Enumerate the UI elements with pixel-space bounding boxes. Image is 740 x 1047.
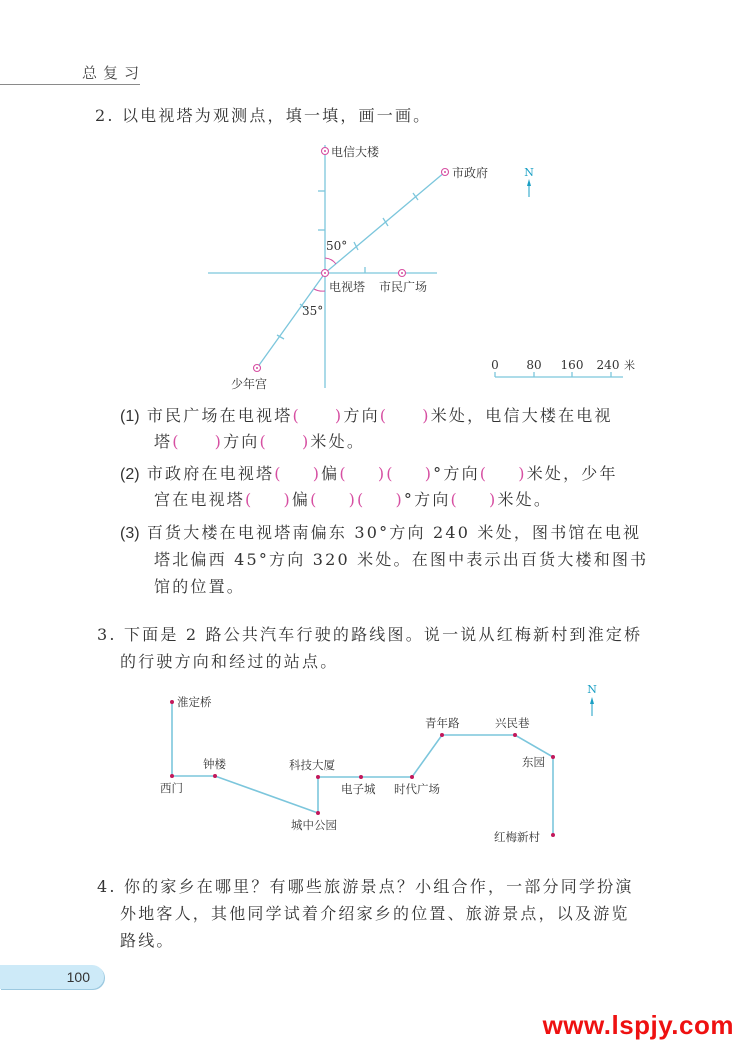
direction-diagram — [0, 0, 740, 400]
section-title: 总复习 — [82, 64, 146, 82]
stop-zhonglou: 钟楼 — [203, 757, 226, 771]
north-label-route: N — [587, 683, 597, 696]
stop-keji-building: 科技大厦 — [289, 758, 335, 772]
q2-sub3-line3: 馆的位置。 — [154, 577, 246, 596]
q2-sub2-line2: 宫在电视塔( )偏( )( )°方向( )米处。 — [154, 490, 553, 509]
stop-chengzhong-park: 城中公园 — [291, 818, 337, 832]
scale-tick-80: 80 — [526, 358, 542, 372]
scale-unit: 米 — [624, 359, 635, 372]
question-3-line2: 的行驶方向和经过的站点。 — [120, 652, 339, 671]
scale-tick-160: 160 — [560, 358, 584, 372]
question-2-title: 2. 以电视塔为观测点，填一填，画一画。 — [95, 106, 432, 125]
q2-sub1-line1: (1) 市民广场在电视塔( )方向( )米处，电信大楼在电视 — [120, 406, 613, 425]
angle-35: 35° — [302, 304, 324, 318]
stop-hongmei-village: 红梅新村 — [494, 830, 540, 844]
question-4-line3: 路线。 — [120, 931, 175, 950]
north-label: N — [524, 166, 534, 179]
q2-sub3-line1: (3) 百货大楼在电视塔南偏东 30°方向 240 米处，图书馆在电视 — [120, 523, 642, 542]
stop-dianzicheng: 电子城 — [341, 782, 376, 796]
page-number: 100 — [0, 965, 104, 989]
watermark: www.lspjy.com — [542, 1010, 734, 1040]
question-4-line1: 4. 你的家乡在哪里？有哪些旅游景点？小组合作，一部分同学扮演 — [97, 877, 634, 896]
stop-xingminxiang: 兴民巷 — [495, 716, 530, 730]
stop-ximen: 西门 — [160, 781, 183, 795]
bus-route-map — [0, 670, 740, 850]
label-tv-tower: 电视塔 — [329, 280, 366, 294]
q2-sub2-line1: (2) 市政府在电视塔( )偏( )( )°方向( )米处，少年 — [120, 464, 618, 483]
q2-sub3-line2: 塔北偏西 45°方向 320 米处。在图中表示出百货大楼和图书 — [154, 550, 649, 569]
stop-shidai-square: 时代广场 — [394, 782, 440, 796]
label-citizen-square: 市民广场 — [379, 280, 428, 294]
stop-huaidingqiao: 淮定桥 — [177, 695, 212, 709]
angle-50: 50° — [326, 239, 348, 253]
stop-qingnianlu: 青年路 — [425, 716, 460, 730]
stop-dongyuan: 东园 — [522, 755, 545, 769]
scale-tick-240: 240 — [596, 358, 620, 372]
q2-sub1-line2: 塔( )方向( )米处。 — [154, 432, 366, 451]
label-telecom-building: 电信大楼 — [331, 145, 380, 159]
question-3-line1: 3. 下面是 2 路公共汽车行驶的路线图。说一说从红梅新村到淮定桥 — [97, 625, 643, 644]
label-city-government: 市政府 — [452, 166, 489, 180]
label-youth-palace: 少年宫 — [231, 377, 268, 391]
question-4-line2: 外地客人，其他同学试着介绍家乡的位置、旅游景点，以及游览 — [120, 904, 630, 923]
scale-tick-0: 0 — [491, 358, 499, 372]
